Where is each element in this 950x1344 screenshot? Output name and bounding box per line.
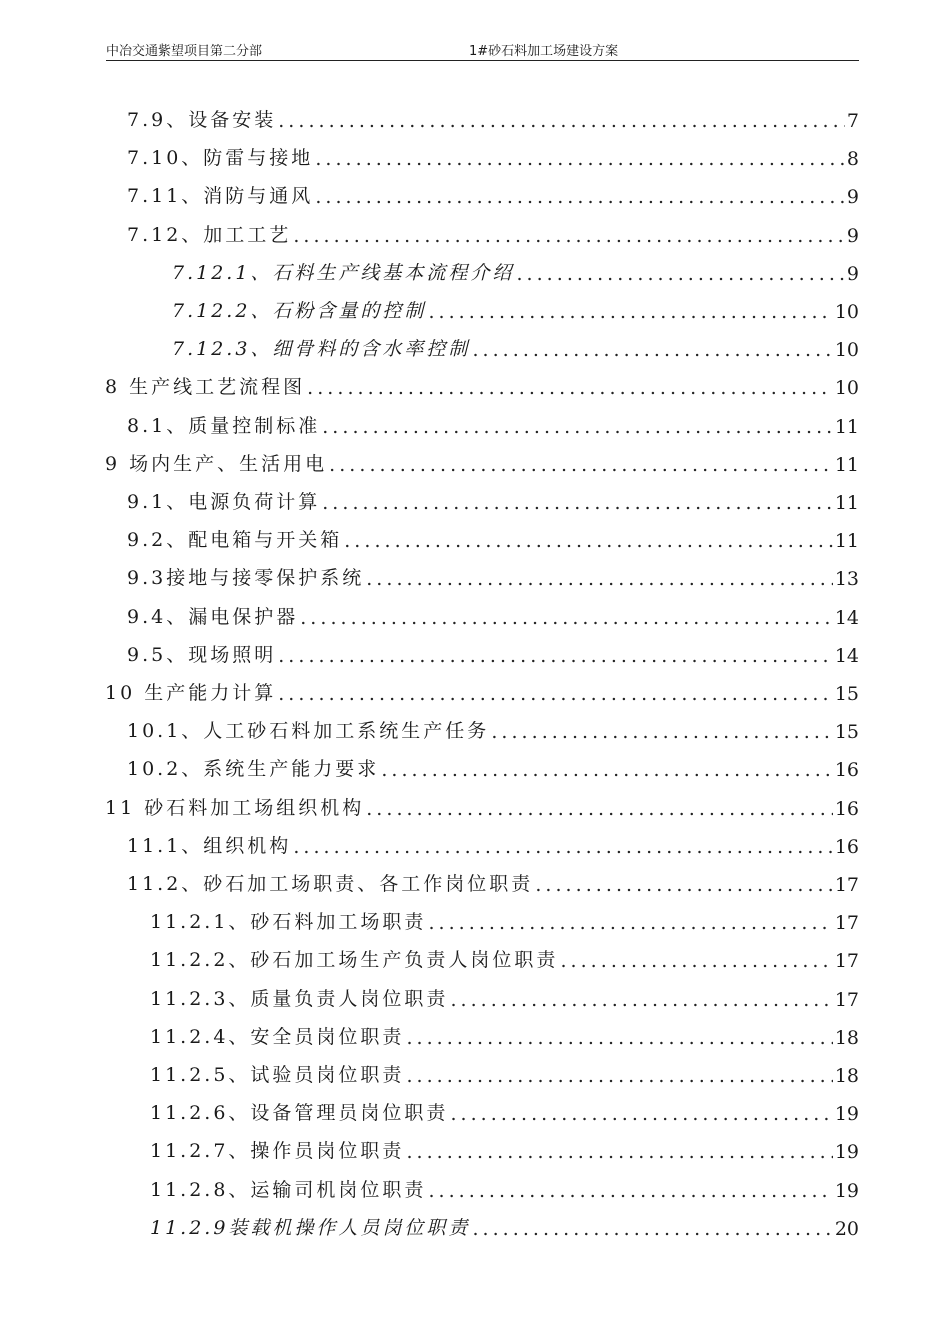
toc-dot-leader bbox=[406, 1027, 832, 1049]
toc-entry-page-number: 8 bbox=[846, 148, 859, 171]
toc-entry-title: 11.2.6、设备管理员岗位职责 bbox=[150, 1102, 449, 1125]
toc-entry-title: 9.2、配电箱与开关箱 bbox=[127, 529, 343, 552]
toc-entry[interactable] bbox=[127, 178, 859, 208]
toc-entry-title: 10.2、系统生产能力要求 bbox=[127, 758, 380, 781]
toc-entry-page-number: 7 bbox=[846, 110, 859, 132]
toc-entry-title: 7.12.2、石粉含量的控制 bbox=[172, 300, 427, 322]
toc-dot-leader bbox=[293, 836, 833, 858]
toc-entry-page-number: 11 bbox=[834, 530, 859, 553]
toc-entry-title: 9 场内生产、生活用电 bbox=[105, 452, 328, 475]
toc-entry-page-number: 15 bbox=[834, 721, 859, 744]
toc-entry-page-number: 17 bbox=[834, 912, 859, 935]
toc-entry-title: 7.9、设备安装 bbox=[127, 109, 277, 131]
toc-dot-leader bbox=[278, 110, 845, 132]
toc-entry-page-number: 15 bbox=[834, 683, 859, 705]
toc-dot-leader bbox=[322, 416, 833, 438]
toc-dot-leader bbox=[366, 568, 833, 590]
toc-entry-page-number: 19 bbox=[834, 1179, 859, 1202]
toc-entry[interactable] bbox=[150, 1210, 859, 1240]
toc-entry[interactable] bbox=[172, 331, 859, 361]
toc-entry-page-number: 16 bbox=[834, 797, 859, 820]
toc-entry[interactable] bbox=[127, 713, 859, 743]
toc-entry-page-number: 19 bbox=[834, 1141, 859, 1164]
toc-entry-page-number: 11 bbox=[834, 492, 859, 514]
toc-entry[interactable] bbox=[105, 675, 859, 705]
toc-entry-title: 7.12、加工工艺 bbox=[127, 223, 292, 246]
toc-entry-title: 11 砂石料加工场组织机构 bbox=[105, 796, 365, 819]
toc-entry[interactable] bbox=[127, 751, 859, 781]
toc-entry[interactable] bbox=[172, 255, 859, 285]
toc-dot-leader bbox=[366, 798, 833, 820]
toc-dot-leader bbox=[293, 225, 845, 247]
toc-dot-leader bbox=[450, 1103, 832, 1125]
toc-entry-page-number: 17 bbox=[834, 988, 859, 1011]
toc-entry-title: 7.12.3、细骨料的含水率控制 bbox=[172, 338, 471, 361]
toc-entry-title: 8.1、质量控制标准 bbox=[127, 414, 321, 437]
toc-entry-page-number: 13 bbox=[834, 568, 859, 591]
toc-entry[interactable] bbox=[150, 1172, 859, 1202]
toc-dot-leader bbox=[428, 912, 832, 934]
toc-entry-page-number: 10 bbox=[834, 301, 859, 323]
toc-dot-leader bbox=[307, 377, 833, 399]
toc-entry-title: 9.4、漏电保护器 bbox=[127, 605, 299, 628]
toc-entry-page-number: 10 bbox=[834, 339, 859, 362]
toc-entry-page-number: 14 bbox=[834, 644, 859, 667]
toc-dot-leader bbox=[278, 645, 833, 667]
toc-entry[interactable] bbox=[127, 599, 859, 629]
toc-entry-page-number: 18 bbox=[834, 1026, 859, 1049]
toc-dot-leader bbox=[428, 301, 832, 323]
toc-entry-page-number: 10 bbox=[834, 377, 859, 400]
toc-dot-leader bbox=[535, 874, 833, 896]
toc-entry-page-number: 16 bbox=[834, 759, 859, 782]
toc-entry-title: 7.10、防雷与接地 bbox=[127, 147, 314, 170]
toc-entry[interactable] bbox=[172, 293, 859, 323]
toc-entry-page-number: 9 bbox=[846, 262, 859, 285]
toc-entry[interactable] bbox=[150, 1019, 859, 1049]
header-document-title: 1#砂石料加工场建设方案 bbox=[469, 44, 619, 59]
toc-entry-page-number: 17 bbox=[834, 950, 859, 973]
toc-entry-page-number: 11 bbox=[834, 415, 859, 438]
toc-dot-leader bbox=[472, 339, 832, 361]
toc-entry-title: 11.2.9装载机操作人员岗位职责 bbox=[150, 1216, 471, 1239]
toc-entry-title: 11.2.8、运输司机岗位职责 bbox=[150, 1178, 427, 1201]
toc-entry-title: 11.1、组织机构 bbox=[127, 834, 292, 857]
toc-dot-leader bbox=[344, 530, 833, 552]
toc-entry[interactable] bbox=[150, 904, 859, 934]
toc-entry-page-number: 17 bbox=[834, 874, 859, 896]
toc-dot-leader bbox=[381, 759, 833, 781]
toc-entry[interactable] bbox=[127, 866, 859, 896]
toc-entry[interactable] bbox=[150, 1095, 859, 1125]
toc-entry[interactable] bbox=[150, 1057, 859, 1087]
toc-entry-page-number: 14 bbox=[834, 606, 859, 629]
toc-entry[interactable] bbox=[127, 560, 859, 590]
toc-entry[interactable] bbox=[127, 217, 859, 247]
toc-dot-leader bbox=[491, 721, 833, 743]
toc-entry-title: 10.1、人工砂石料加工系统生产任务 bbox=[127, 720, 490, 743]
toc-entry-page-number: 16 bbox=[834, 835, 859, 858]
toc-entry-page-number: 9 bbox=[846, 224, 859, 247]
toc-entry[interactable] bbox=[150, 981, 859, 1011]
toc-entry[interactable] bbox=[127, 828, 859, 858]
toc-entry[interactable] bbox=[127, 637, 859, 667]
toc-entry[interactable] bbox=[105, 369, 859, 399]
toc-dot-leader bbox=[315, 186, 845, 208]
toc-dot-leader bbox=[516, 263, 844, 285]
toc-entry-title: 11.2.5、试验员岗位职责 bbox=[150, 1064, 405, 1086]
toc-entry-title: 11.2.4、安全员岗位职责 bbox=[150, 1025, 405, 1048]
toc-entry-title: 11.2.3、质量负责人岗位职责 bbox=[150, 987, 449, 1010]
toc-entry-title: 11.2、砂石加工场职责、各工作岗位职责 bbox=[127, 873, 534, 895]
toc-dot-leader bbox=[278, 683, 833, 705]
toc-entry-page-number: 19 bbox=[834, 1103, 859, 1126]
toc-dot-leader bbox=[322, 492, 833, 514]
toc-entry-title: 7.12.1、石料生产线基本流程介绍 bbox=[172, 261, 515, 284]
toc-dot-leader bbox=[406, 1141, 832, 1163]
toc-dot-leader bbox=[329, 454, 833, 476]
toc-entry-page-number: 20 bbox=[834, 1217, 859, 1240]
toc-dot-leader bbox=[428, 1180, 832, 1202]
toc-entry[interactable] bbox=[127, 140, 859, 170]
toc-entry-title: 10 生产能力计算 bbox=[105, 682, 277, 704]
toc-entry-page-number: 18 bbox=[834, 1065, 859, 1087]
toc-entry[interactable] bbox=[127, 522, 859, 552]
toc-entry[interactable] bbox=[127, 484, 859, 514]
toc-entry[interactable] bbox=[127, 102, 859, 132]
toc-entry-page-number: 9 bbox=[846, 186, 859, 209]
toc-entry[interactable] bbox=[105, 790, 859, 820]
toc-entry-title: 11.2.1、砂石料加工场职责 bbox=[150, 911, 427, 934]
toc-entry-title: 9.5、现场照明 bbox=[127, 643, 277, 666]
toc-entry-title: 11.2.7、操作员岗位职责 bbox=[150, 1140, 405, 1163]
toc-entry-page-number: 11 bbox=[834, 453, 859, 476]
toc-entry-title: 11.2.2、砂石加工场生产负责人岗位职责 bbox=[150, 949, 559, 972]
toc-entry-title: 9.3接地与接零保护系统 bbox=[127, 567, 365, 590]
page-header bbox=[106, 36, 859, 61]
toc-entry-title: 9.1、电源负荷计算 bbox=[127, 491, 321, 513]
toc-dot-leader bbox=[450, 989, 832, 1011]
toc-dot-leader bbox=[472, 1218, 832, 1240]
toc-entry[interactable] bbox=[150, 942, 859, 972]
toc-entry-title: 8 生产线工艺流程图 bbox=[105, 376, 306, 399]
toc-entry-title: 7.11、消防与通风 bbox=[127, 185, 314, 208]
toc-entry[interactable] bbox=[127, 408, 859, 438]
toc-dot-leader bbox=[560, 950, 832, 972]
toc-entry[interactable] bbox=[150, 1133, 859, 1163]
toc-dot-leader bbox=[300, 607, 833, 629]
toc-dot-leader bbox=[406, 1065, 832, 1087]
toc-entry[interactable] bbox=[105, 446, 859, 476]
header-project-name: 中冶交通紫望项目第二分部 bbox=[106, 44, 263, 59]
toc-dot-leader bbox=[315, 148, 845, 170]
